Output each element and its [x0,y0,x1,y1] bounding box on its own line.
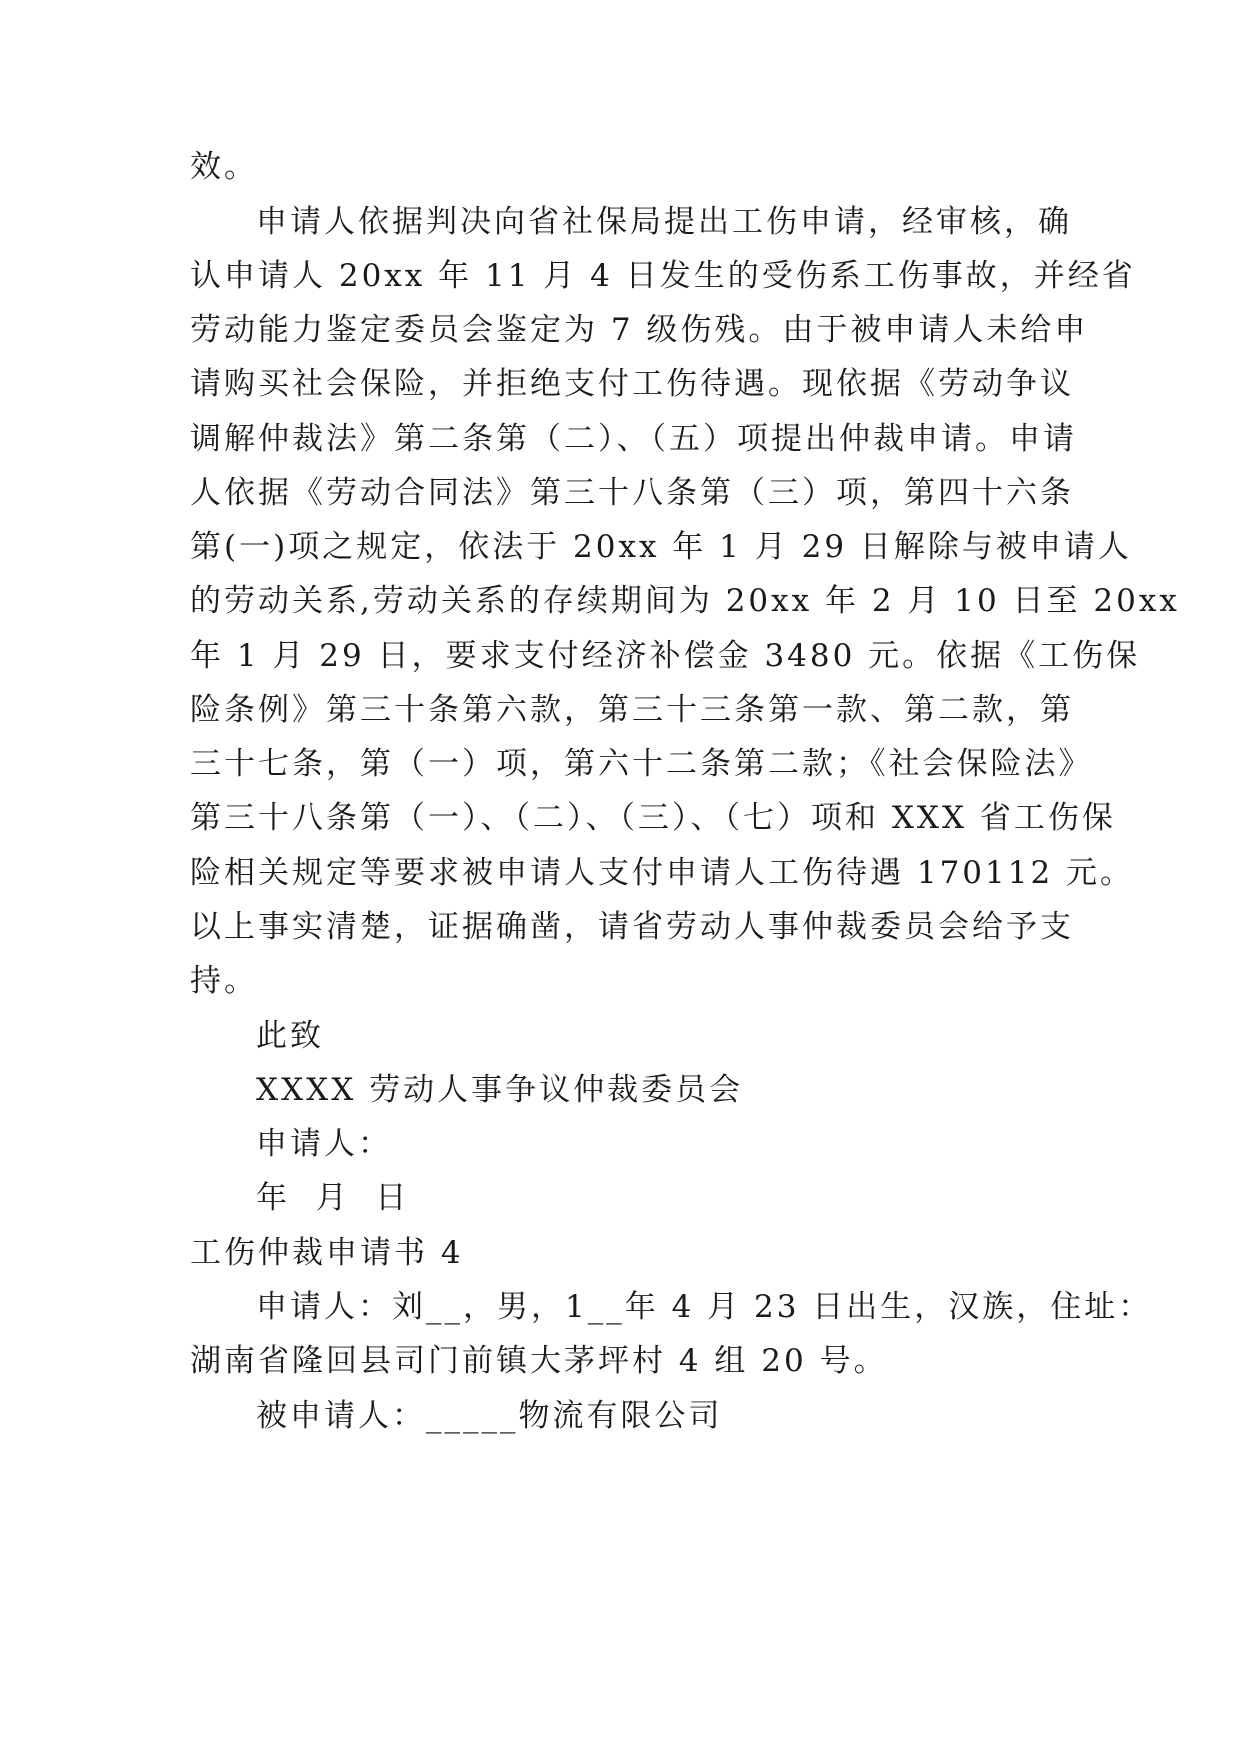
text-line: 认申请人 20xx 年 11 月 4 日发生的受伤系工伤事故，并经省 [190,258,1136,294]
date-line: 年 月 日 [256,1180,410,1216]
recipient-line: XXXX 劳动人事争议仲裁委员会 [256,1072,744,1108]
applicant-signature-line: 申请人： [256,1126,392,1162]
text-line: 持。 [190,963,258,999]
text-line: 第三十八条第（一）、（二）、（三）、（七）项和 XXX 省工伤保 [190,800,1116,836]
text-line: 劳动能力鉴定委员会鉴定为 7 级伤残。由于被申请人未给申 [190,312,1089,348]
section-heading: 工伤仲裁申请书 4 [190,1235,464,1271]
text-line: 申请人依据判决向省社保局提出工伤申请，经审核，确 [256,204,1072,240]
text-line: 年 1 月 29 日，要求支付经济补偿金 3480 元。依据《工伤保 [190,638,1141,674]
text-line: 请购买社会保险，并拒绝支付工伤待遇。现依据《劳动争议 [190,366,1074,402]
text-line: 效。 [190,149,258,185]
closing-salutation: 此致 [256,1018,324,1054]
applicant-address-line: 湖南省隆回县司门前镇大茅坪村 4 组 20 号。 [190,1343,888,1379]
text-line: 三十七条，第（一）项，第六十二条第二款；《社会保险法》 [190,746,1093,782]
text-line: 人依据《劳动合同法》第三十八条第（三）项，第四十六条 [190,475,1074,511]
text-line: 调解仲裁法》第二条第（二）、（五）项提出仲裁申请。申请 [190,421,1077,457]
text-line: 险相关规定等要求被申请人支付申请人工伤待遇 170112 元。 [190,855,1135,891]
respondent-line: 被申请人：_____物流有限公司 [256,1398,723,1434]
text-line: 的劳动关系,劳动关系的存续期间为 20xx 年 2 月 10 日至 20xx [190,583,1180,619]
text-line: 以上事实清楚，证据确凿，请省劳动人事仲裁委员会给予支 [190,909,1074,945]
text-line: 第(一)项之规定，依法于 20xx 年 1 月 29 日解除与被申请人 [190,529,1132,565]
text-line: 险条例》第三十条第六款，第三十三条第一款、第二款，第 [190,692,1074,728]
applicant-info-line: 申请人：刘__，男，1__年 4 月 23 日出生，汉族，住址： [256,1289,1153,1325]
